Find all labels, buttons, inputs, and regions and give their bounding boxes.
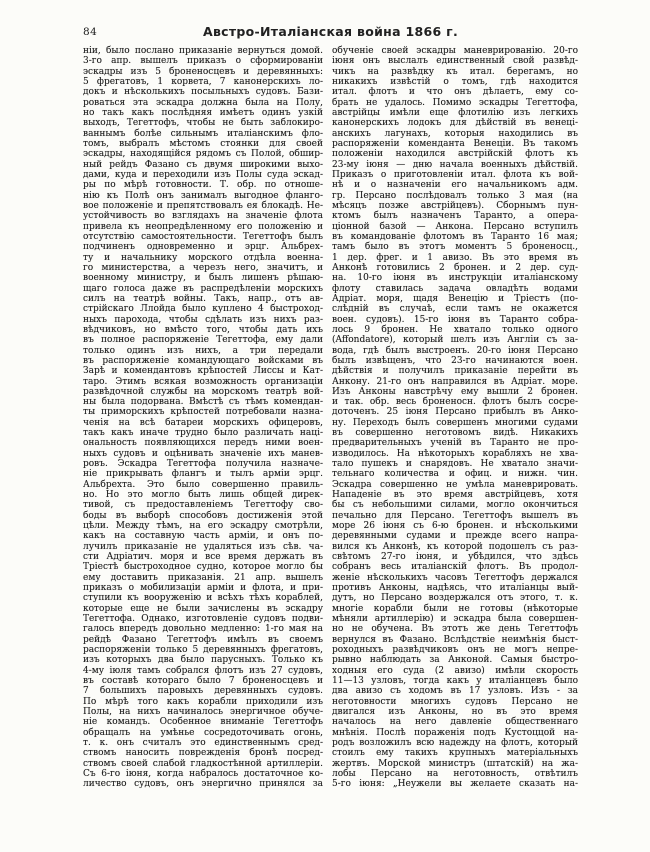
text-line: бы съ небольшими силами, могло окончиться (332, 500, 578, 511)
text-line: Зарѣ и комендантовъ крѣпостей Лиссы и Кат- (83, 366, 323, 377)
text-line: анскихъ лагунахъ, которыя находились въ (332, 128, 578, 139)
text-line: 5-го іюня: „Неужели вы желаете сказать на- (332, 779, 578, 790)
text-line: деревянными судами и прежде всего напра- (332, 531, 578, 542)
text-line: изводилось. На нѣкоторыхъ корабляхъ не хва- (332, 448, 578, 459)
right-column (332, 46, 578, 790)
text-line: боды въ выборѣ способовъ достиженія этой (83, 510, 323, 521)
text-line: привела къ неопредѣленному его положенію и (83, 221, 323, 232)
text-line: ный рейдъ Фазано съ двумя широкими выхо- (83, 159, 323, 170)
text-line: вернулся въ Фазано. Вслѣдствіе неимѣнія быст- (332, 634, 578, 645)
text-line: но не обучена. Въ этотъ же день Тегеттофъ (332, 624, 578, 635)
text-line: отсутствію самостоятельности. Тегеттофъ былъ (83, 231, 323, 242)
text-line: докъ и нѣсколькихъ посыльныхъ судовъ. Бази- (83, 87, 323, 98)
text-line: неготовности многихъ судовъ Персано не (332, 696, 578, 707)
text-line: нѣ и о назначеніи его начальникомъ адм. (332, 180, 578, 191)
text-line: ту и начальнику морского отдѣла военна- (83, 252, 323, 263)
text-line: гр. Персано послѣдовалъ только 3 мая (на (332, 190, 578, 201)
text-line: щаго голоса даже въ распредѣленіи морскихъ (83, 283, 323, 294)
text-line: развѣдочной службы на морскомъ театрѣ вой- (83, 386, 323, 397)
text-line: обращалъ на умѣнье сосредоточивать огонь, (83, 727, 323, 738)
text-line: только одинъ изъ нихъ, а три передали (83, 345, 323, 356)
text-line: выходъ, Тегеттофъ, чтобы не быть заблокиро- (83, 118, 323, 129)
text-line: такъ какъ иначе трудно было различать наці- (83, 428, 323, 439)
text-line: тивой, съ предоставленіемъ Тегеттофу сво- (83, 500, 323, 511)
text-line: ствомъ наносить поврежденія бронѣ посред- (83, 748, 323, 759)
text-line: Эскадра совершенно не умѣла маневрировать. (332, 479, 578, 490)
text-line: мѣсяцъ позже австрійцевъ). Сборнымъ пун- (332, 200, 578, 211)
text-line: ніе прикрывать флангъ и тылъ арміи эрцг. (83, 469, 323, 480)
text-line: іюня онъ выслалъ единственный свой развѣд- (332, 56, 578, 67)
text-line: Полы, на нихъ начиналось энергичное обуче- (83, 707, 323, 717)
text-line: ступили къ вооруженію и всѣхъ тѣхъ кораблей, (83, 593, 323, 604)
text-line: тамъ было въ этотъ моментъ 5 броненосц., (332, 242, 578, 253)
text-line: ры по мѣрѣ готовности. Т. обр. по отноше- (83, 180, 323, 191)
text-line: 5 фрегатовъ, 1 корвета, 7 канонерскихъ ло- (83, 76, 323, 87)
text-line: положеніи находился австрійскій флотъ къ (332, 149, 578, 160)
text-line: печально для Персано. Тегеттофъ вышелъ въ (332, 510, 578, 521)
text-line: на. 10-го іюня въ инструкціи италіанскому (332, 273, 578, 284)
text-line: тельнаго количества и офиц. и нижн. чин. (332, 469, 578, 480)
text-line: австрійцы имѣли еще флотилію изъ легкихъ (332, 107, 578, 118)
text-line: канонерскихъ лодокъ для дѣйствій въ венеці- (332, 118, 578, 129)
text-line: которые еще не были зачислены въ эскадру (83, 603, 323, 614)
text-line: какъ на составную часть арміи, и онъ по- (83, 531, 323, 542)
text-line: нію къ Полѣ онъ занималъ выгодное фланго- (83, 190, 323, 201)
text-line: силъ на театрѣ войны. Такъ, напр., отъ ав- (83, 293, 323, 304)
text-line: мѣняли артиллерію) и эскадра была совершен- (332, 614, 578, 625)
text-line: роваться эта эскадра должна была на Полу, (83, 97, 323, 108)
text-line: и так. обр. весь броненосн. флотъ былъ сосре- (332, 397, 578, 408)
text-line: ціонной базой — Анкона. Персано вступилъ (332, 221, 578, 232)
text-line: родъ возложилъ всю надежду на флотъ, который (332, 737, 578, 748)
text-line: Анконѣ готовились 2 бронен. и 2 дер. суд- (332, 262, 578, 273)
text-line: въ составѣ котораго было 7 броненосцевъ и (83, 676, 323, 687)
text-block (83, 46, 578, 790)
text-line: предварительныхъ ученій въ Таранто не про- (332, 438, 578, 449)
text-line: ныхъ судовъ и оцѣнивать значеніе ихъ манев- (83, 448, 323, 459)
text-line: въ командованіе флотомъ въ Таранто 16 мая; (332, 231, 578, 242)
text-line: въ совершенно неготовомъ видѣ. Никакихъ (332, 428, 578, 439)
text-line: ствомъ своей слабой гладкостѣнной артиллеріи. (83, 758, 323, 769)
text-line: флоту ставилась задача овладѣть водами (332, 283, 578, 294)
text-line: 4-му іюля тамъ собрался флотъ изъ 27 судовъ, (83, 665, 323, 676)
text-line: двигался изъ Анконы, но въ это время (332, 707, 578, 717)
text-line: распоряженіи только 5 деревянныхъ фрегатовъ, (83, 645, 323, 656)
text-line: но. Но это могло быть лишь общей дирек- (83, 490, 323, 501)
text-line: 7 большихъ паровыхъ деревянныхъ судовъ. (83, 686, 323, 697)
text-line: Тегеттофа. Однако, изготовленіе судовъ подви- (83, 614, 323, 625)
text-line: роходныхъ развѣдчиковъ онъ не могъ непре- (332, 645, 578, 656)
text-line: мнѣнія. Послѣ пораженія подъ Кустоццой на- (332, 727, 578, 738)
text-line: собранъ весь италіанскій флотъ. Въ продол- (332, 562, 578, 573)
text-line: свѣтомъ 27-го іюня, и убѣдился, что здѣсь (332, 552, 578, 563)
text-line: дутъ, но Персано воздержался отъ этого, т. к. (332, 593, 578, 604)
text-line: море 26 іюня съ 6-ю бронен. и нѣсколькими (332, 521, 578, 532)
text-line: личество судовъ, онъ энергично принялся за (83, 779, 323, 790)
text-line: стоилъ ему такихъ крупныхъ матеріальныхъ (332, 748, 578, 759)
text-line: галось впередъ довольно медленно: 1-го мая на (83, 624, 323, 635)
text-line: рейдѣ Фазано Тегеттофъ имѣлъ въ своемъ (83, 634, 323, 645)
text-line: томъ, выбралъ мѣстомъ стоянки для своей (83, 138, 323, 149)
text-line: въ полное распоряженіе Тегеттофа, ему дали (83, 335, 323, 346)
text-line: ченія на всѣ батареи морскихъ офицеровъ, (83, 417, 323, 428)
text-line: лучилъ приказаніе не удаляться изъ сѣв. ча- (83, 541, 323, 552)
text-line: цѣли. Между тѣмъ, на его эскадру смотрѣли, (83, 521, 323, 532)
text-line: военному министру, и былъ лишенъ рѣшаю- (83, 273, 323, 284)
text-line: ему доставить приказанія. 21 апр. вышелъ (83, 572, 323, 583)
page-title: Австро-Италіанская война 1866 г. (202, 24, 459, 39)
text-line: (Affondatore), который шелъ изъ Англіи съ за- (332, 335, 578, 346)
text-line: ныхъ парохода, чтобы сдѣлать изъ нихъ раз- (83, 314, 323, 325)
text-line: ктомъ былъ назначенъ Таранто, а опера- (332, 211, 578, 222)
text-line: доточенъ. 25 іюня Персано прибылъ въ Анко- (332, 407, 578, 418)
text-line: вое положеніе и препятствовалъ ея блокадѣ. Не- (83, 200, 323, 211)
text-line: противъ Анконы, надѣясь, что италіанцы вый- (332, 583, 578, 594)
text-line: вода, гдѣ былъ выстроенъ. 20-го іюня Персано (332, 345, 578, 356)
text-line: 11—13 узловъ, тогда какъ у италіанцевъ было (332, 676, 578, 687)
text-line: началось на него давленіе общественнаго (332, 717, 578, 728)
text-line: ну. Переходъ былъ совершенъ многими судами (332, 417, 578, 428)
text-line: изъ которыхъ два было парусныхъ. Только къ (83, 655, 323, 666)
text-line: 23-му іюня — дню начала военныхъ дѣйствій. (332, 159, 578, 170)
text-line: ніе командъ. Особенное вниманіе Тегеттофъ (83, 717, 323, 728)
text-line: приказъ о мобилизаціи арміи и флота, и при- (83, 583, 323, 594)
text-line: вился къ Анконѣ, къ которой подошелъ съ раз- (332, 541, 578, 552)
text-line: ваннымъ болѣе сильнымъ италіанскимъ фло- (83, 128, 323, 139)
text-line: подчиненъ одновременно и эрцг. Альбрех- (83, 242, 323, 253)
text-line: 1 дер. фрег. и 1 авизо. Въ это время въ (332, 252, 578, 263)
text-line: ніи, было послано приказаніе вернуться домой. (83, 46, 323, 56)
text-line: брать не удалось. Помимо эскадры Тегеттофа, (332, 97, 578, 108)
text-line: вѣдчиковъ, но вмѣсто того, чтобы дать ихъ (83, 324, 323, 335)
text-line: Приказъ о приготовленіи итал. флота къ вой- (332, 169, 578, 180)
text-line: никакихъ извѣстій о томъ, гдѣ находится (332, 76, 578, 87)
text-line: въ распоряженіе командующаго войсками въ (83, 355, 323, 366)
text-line: ты приморскихъ крѣпостей потребовали назна- (83, 407, 323, 418)
text-line: По мѣрѣ того какъ корабли приходили изъ (83, 696, 323, 707)
text-line: многіе корабли были не готовы (нѣкоторые (332, 603, 578, 614)
text-line: ны была подорвана. Вмѣстѣ съ тѣмъ комендан- (83, 397, 323, 408)
text-line: эскадры, находящійся рядомъ съ Полой, обшир- (83, 149, 323, 160)
text-line: устойчивость во взглядахъ на значеніе флота (83, 211, 323, 222)
text-line: 3-го апр. вышелъ приказъ о сформированіи (83, 56, 323, 67)
page-number: 84 (83, 26, 98, 38)
text-line: рывно наблюдать за Анконой. Самыя быстро- (332, 655, 578, 666)
text-line: дами, куда и переходили изъ Полы суда эскад- (83, 169, 323, 180)
text-line: Нападеніе въ это время австрійцевъ, хотя (332, 490, 578, 501)
text-line: т. к. онъ считалъ это единственнымъ сред- (83, 737, 323, 748)
text-line: два авизо съ ходомъ въ 17 узловъ. Изъ - за (332, 686, 578, 697)
text-line: Альбрехта. Это было совершенно правиль- (83, 479, 323, 490)
text-line: лобы Персано на неготовность, отвѣтилъ (332, 768, 578, 779)
text-line: слѣдній въ случаѣ, если тамъ не окажется (332, 304, 578, 315)
text-line: Съ 6-го іюня, когда набралось достаточное ко- (83, 768, 323, 779)
text-line: итал. флотъ и что онъ дѣлаетъ, ему со- (332, 87, 578, 98)
text-line: Изъ Анконы навстрѣчу ему вышли 2 бронен. (332, 386, 578, 397)
text-line: Адріат. моря, щадя Венецію и Тріестъ (по- (332, 293, 578, 304)
text-line: эскадры изъ 5 броненосцевъ и деревянныхъ: (83, 66, 323, 77)
text-line: сти Адріатич. моря и все время держать въ (83, 552, 323, 563)
text-line: женіе нѣсколькихъ часовъ Тегеттофъ держался (332, 572, 578, 583)
text-line: дѣйствія и получилъ приказаніе перейти въ (332, 366, 578, 377)
text-line: таро. Этимъ всякая возможность организаціи (83, 376, 323, 387)
page-header (83, 24, 578, 40)
text-line: тало пушекъ и снарядовъ. Не хватало значи- (332, 459, 578, 470)
text-line: ходныя его суда (2 авизо) имѣли скорость (332, 665, 578, 676)
left-column (83, 46, 323, 790)
text-line: чикъ на развѣдку къ итал. берегамъ, но (332, 66, 578, 77)
text-line: Тріестѣ быстроходное судно, которое могло бы (83, 562, 323, 573)
text-line: ровъ. Эскадра Тегеттофа получила назначе- (83, 459, 323, 470)
text-line: обученіе своей эскадры маневрированію. 20-го (332, 46, 578, 56)
text-line: но такъ какъ послѣдняя имѣетъ одинъ узкій (83, 107, 323, 118)
text-line: жертвъ. Морской министръ (штатскій) на жа- (332, 758, 578, 769)
text-line: воен. судовъ). 15-го іюня въ Таранто собра- (332, 314, 578, 325)
text-line: стрійскаго Ллойда было куплено 4 быстроход- (83, 304, 323, 315)
text-line: ональность появляющихся передъ ними воен- (83, 438, 323, 449)
text-line: лось 9 бронен. Не хватало только одного (332, 324, 578, 335)
text-line: го министерства, а черезъ него, значитъ, и (83, 262, 323, 273)
text-line: былъ извѣщенъ, что 23-го начинаются воен. (332, 355, 578, 366)
text-line: Анкону. 21-го онъ направился въ Адріат. море. (332, 376, 578, 387)
text-line: распоряженіи коменданта Венеціи. Въ такомъ (332, 138, 578, 149)
